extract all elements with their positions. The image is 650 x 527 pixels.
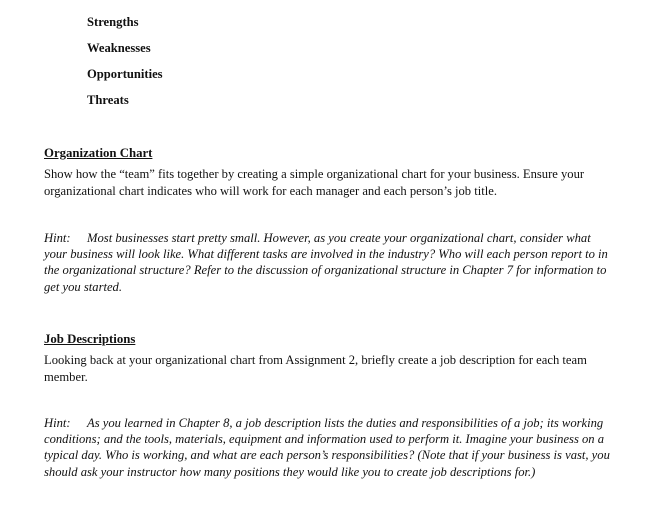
swot-item-threats: Threats: [87, 93, 129, 107]
org-chart-heading: Organization Chart: [44, 146, 153, 160]
job-descriptions-hint: [44, 415, 614, 480]
job-descriptions-hint-label: Hint:: [44, 416, 71, 430]
swot-item-opportunities: Opportunities: [87, 67, 163, 81]
org-chart-hint: [44, 230, 614, 295]
swot-item-strengths: Strengths: [87, 15, 139, 29]
org-chart-hint-text: Most businesses start pretty small. However, as you create your organizational chart, consider what your business will look like. What different tasks are involved in the industry? Who will each person report to in the organizational structure? Refer to the discussion of organizational structure in Chapter 7 for information to get you started.: [44, 231, 608, 294]
job-descriptions-body: Looking back at your organizational chart from Assignment 2, briefly create a job description for each team member.: [44, 353, 587, 384]
org-chart-body: Show how the “team” fits together by creating a simple organizational chart for your business. Ensure your organizational chart indicates who will work for each manager and each person’s job title.: [44, 167, 585, 198]
swot-list: [87, 14, 163, 118]
org-chart-section: [44, 145, 614, 199]
swot-item-weaknesses: Weaknesses: [87, 41, 151, 55]
job-descriptions-section: [44, 331, 614, 385]
org-chart-hint-label: Hint:: [44, 231, 71, 245]
job-descriptions-hint-text: As you learned in Chapter 8, a job description lists the duties and responsibilities of a job; its working conditions; and the tools, materials, equipment and information used to perform it. Imagine your business on a typical day. Who is working, and what are each person’s responsibilities? (Note that if your business is vast, you should ask your instructor how many positions they would like you to create job descriptions for.): [44, 416, 610, 479]
job-descriptions-heading: Job Descriptions: [44, 332, 136, 346]
